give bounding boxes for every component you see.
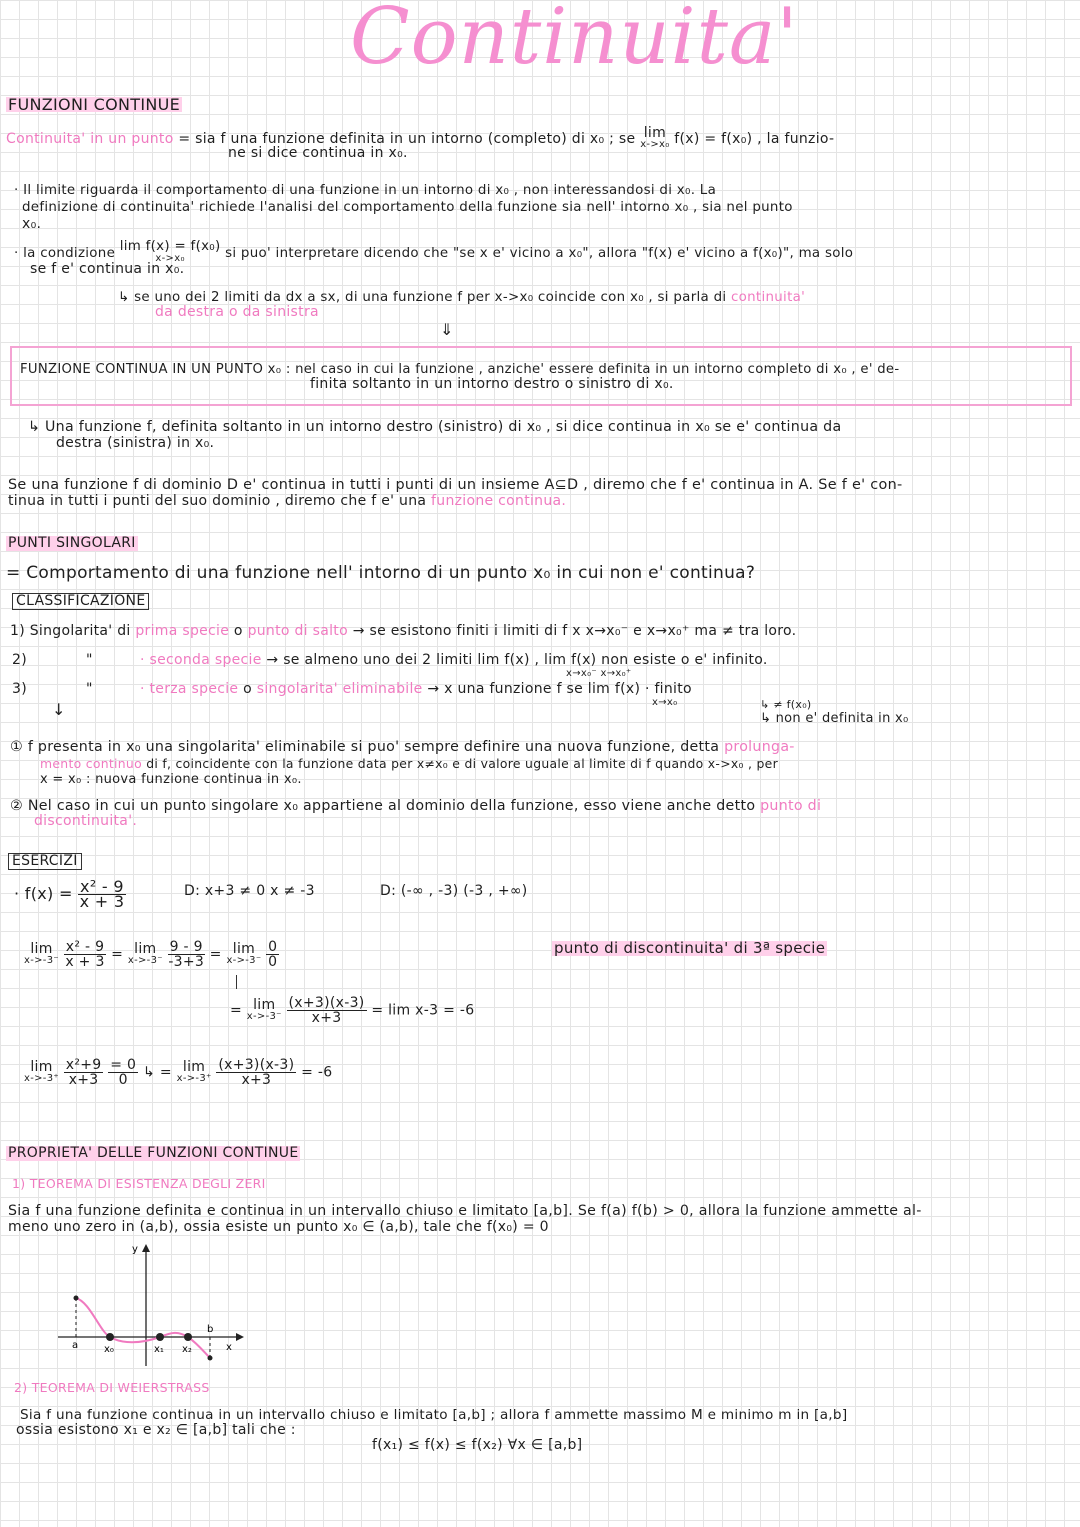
after-box-line1: ↳ Una funzione f, definita soltanto in un intorno destro (sinistro) di x₀ , si dice continua in x₀ se e' continua da (28, 419, 842, 435)
connector-line (236, 975, 237, 989)
continuita-label: Continuita' in un punto (6, 131, 174, 147)
row3-note-1: ↳ ≠ f(x₀) (760, 698, 812, 711)
bullet1-line2: definizione di continuita' richiede l'analisi del comportamento della funzione sia nell' intorno x₀ , sia nel punto (22, 200, 793, 215)
row2-limit-sub: x→x₀⁻ x→x₀⁺ (566, 668, 632, 679)
weierstrass-formula: f(x₁) ≤ f(x) ≤ f(x₂) ∀x ∈ [a,b] (372, 1437, 583, 1453)
classificazione-label: CLASSIFICAZIONE (12, 593, 149, 610)
ditto-mark: " (86, 681, 93, 697)
bullet1-line1: · Il limite riguarda il comportamento di una funzione in un intorno di x₀ , non interessandosi di x₀. La (14, 183, 717, 198)
zeros-theorem-graph (50, 1240, 250, 1370)
note2-line2: discontinuita'. (34, 813, 138, 829)
row3-limit-sub: x→x₀ (652, 697, 678, 708)
continuita-line1: = sia f una funzione definita in un intorno (completo) di x₀ ; se (178, 131, 636, 147)
arrow-note-line2: da destra o da sinistra (155, 304, 319, 320)
graph-x2-label: x₂ (182, 1344, 192, 1355)
limit-left-step1: lim x->-3⁻ $\frac{\text{x² - 9}}{x + 3}$ = lim x->-3⁻ $\frac{9 - 9}{-3+3}$ = lim x->-3⁻ $\frac{0}{0}$ (24, 939, 278, 970)
down-arrow-icon: ↓ (52, 700, 66, 719)
arrow-note: ↳ se uno dei 2 limiti da dx a sx, di una funzione f per x->x₀ coincide con x₀ , si parla di continuita' (118, 290, 806, 305)
limit-right-step1: lim x->-3⁺ $\frac{\text{x²+9}}{x+3}$ $\frac{= 0}{0}$ ↳ = lim x->-3⁺ $\frac{(x+3)(x-3)}{x+3}$ = -6 (24, 1057, 333, 1088)
box-line2: finita soltanto in un intorno destro o sinistro di x₀. (310, 376, 674, 392)
theorem1-line2: meno uno zero in (a,b), ossia esiste un punto x₀ ∈ (a,b), tale che f(x₀) = 0 (8, 1219, 549, 1235)
continuita-limit-eq: f(x) = f(x₀) , la funzio- (674, 131, 835, 147)
theorem2-line1: Sia f una funzione continua in un intervallo chiuso e limitato [a,b] ; allora f ammette massimo M e minimo m in [a,b] (20, 1407, 848, 1423)
graph-x-label: x (226, 1342, 232, 1353)
after-box-line2: destra (sinistra) in x₀. (56, 435, 215, 451)
bullet2-limit: lim f(x) = f(x₀) x->x₀ (119, 239, 221, 264)
dominio-interval: D: (-∞ , -3) (-3 , +∞) (380, 883, 528, 899)
graph-x1-label: x₁ (154, 1344, 164, 1355)
note1-line2: mento continuo di f, coincidente con la funzione data per x≠x₀ e di valore uguale al limite di f quando x->x₀ , per (40, 756, 778, 771)
limit-left-step2: = lim x->-3⁻ $\frac{(x+3)(x-3)}{x+3}$ = lim x-3 = -6 (230, 995, 475, 1026)
graph-b-label: b (207, 1324, 214, 1335)
theorem1-title: 1) TEOREMA DI ESISTENZA DEGLI ZERI (12, 1176, 266, 1191)
dominio-line2: tinua in tutti i punti del suo dominio , diremo che f e' una funzione continua. (8, 493, 567, 509)
theorem2-title: 2) TEOREMA DI WEIERSTRASS (14, 1380, 210, 1395)
section-esercizi: ESERCIZI (8, 853, 82, 870)
graph-x0-label: x₀ (104, 1344, 114, 1355)
bullet2-line2: se f e' continua in x₀. (30, 261, 185, 277)
continuita-limit: lim x->x₀ (640, 125, 670, 150)
singolari-definition: = Comportamento di una funzione nell' intorno di un punto x₀ in cui non e' continua? (6, 563, 756, 583)
singolarita-row-1: 1) Singolarita' di prima specie o punto di salto → se esistono finiti i limiti di f x x→x₀⁻ e x→x₀⁺ ma ≠ tra loro. (10, 623, 797, 639)
section-funzioni-continue: FUNZIONI CONTINUE (8, 95, 181, 114)
graph-a-label: a (72, 1340, 79, 1351)
down-arrow-icon: ⇓ (440, 320, 454, 339)
dominio-condition: D: x+3 ≠ 0 x ≠ -3 (184, 883, 315, 899)
graph-y-label: y (132, 1244, 138, 1255)
note1-line1: ① f presenta in x₀ una singolarita' eliminabile si puo' sempre definire una nuova funzione, detta prolunga- (10, 739, 795, 755)
discontinuity-note: punto di discontinuita' di 3ª specie (554, 939, 826, 957)
section-proprieta: PROPRIETA' DELLE FUNZIONI CONTINUE (8, 1145, 299, 1161)
theorem1-line1: Sia f una funzione definita e continua in un intervallo chiuso e limitato [a,b]. Se f(a) f(b) > 0, allora la funzione ammette al- (8, 1203, 922, 1219)
box-line1: FUNZIONE CONTINUA IN UN PUNTO x₀ : nel caso in cui la funzione , anziche' essere definita in un intorno completo di x₀ , e' de- (20, 362, 900, 377)
bullet2-line1: · la condizione lim f(x) = f(x₀) x->x₀ si puo' interpretare dicendo che "se x e' vicino a x₀", allora "f(x) e' vicino a f(x₀)", ma solo (14, 239, 854, 264)
continuita-definition (6, 127, 834, 151)
note2-line1: ② Nel caso in cui un punto singolare x₀ appartiene al dominio della funzione, esso viene anche detto punto di (10, 798, 822, 814)
note1-line3: x = x₀ : nuova funzione continua in x₀. (40, 772, 302, 787)
singolarita-row-2: · seconda specie → se almeno uno dei 2 limiti lim f(x) , lim f(x) non esiste o e' infinito. (140, 652, 768, 668)
singolarita-row-3-num: 3) (12, 681, 27, 697)
function-fraction: $\frac{\text{x² - 9}}{x + 3}$ (79, 877, 125, 911)
exercise-function: · f(x) = $\frac{\text{x² - 9}}{x + 3}$ (14, 877, 125, 911)
ditto-mark: " (86, 652, 93, 668)
section-punti-singolari: PUNTI SINGOLARI (8, 535, 136, 551)
theorem2-line2: ossia esistono x₁ e x₂ ∈ [a,b] tali che : (16, 1422, 296, 1438)
singolarita-row-3: · terza specie o singolarita' eliminabile → x una funzione f se lim f(x) · finito (140, 681, 692, 697)
row3-note-2: ↳ non e' definita in x₀ (760, 711, 909, 726)
dominio-line1: Se una funzione f di dominio D e' continua in tutti i punti di un insieme A⊆D , diremo che f e' continua in A. Se f e' con- (8, 477, 903, 493)
singolarita-row-2-num: 2) (12, 652, 27, 668)
page-title: Continuita' (350, 0, 799, 82)
continuita-line2: ne si dice continua in x₀. (228, 145, 408, 161)
bullet1-line3: x₀. (22, 216, 42, 232)
